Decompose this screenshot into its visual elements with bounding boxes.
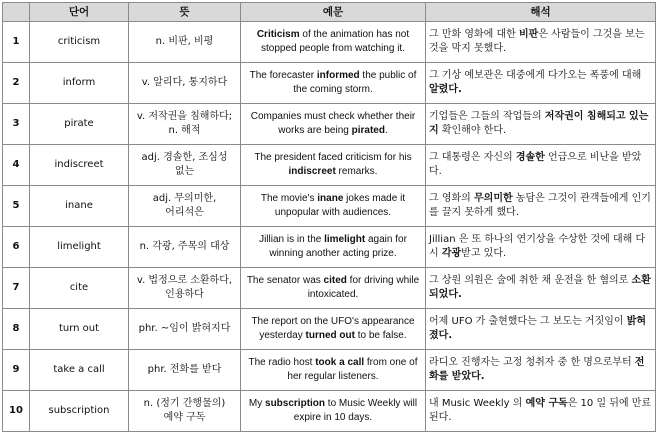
header-row [3,3,656,22]
word-meaning [129,145,241,186]
highlighted-term: subscription [265,398,326,409]
example-sentence [241,227,426,268]
row-number: 6 [3,227,30,268]
row-number: 5 [3,186,30,227]
highlighted-term: turned out [305,330,355,341]
table-row [3,350,656,391]
korean-translation [426,391,656,432]
header-meaning: 뜻 [129,3,241,22]
text-run: . [384,125,388,136]
header-number [3,3,30,22]
korean-translation [426,63,656,104]
word-meaning [129,63,241,104]
highlighted-term: limelight [324,234,366,245]
vocab-word: indiscreet [30,145,129,186]
example-sentence [241,63,426,104]
highlighted-term: 알렸다. [429,84,462,95]
table-row [3,227,656,268]
korean-translation [426,22,656,63]
text-run: The forecaster [249,70,317,81]
row-number: 7 [3,268,30,309]
korean-translation [426,227,656,268]
example-sentence [241,22,426,63]
highlighted-term: 비판 [519,29,539,40]
vocab-word: turn out [30,309,129,350]
text-run: Companies must check whether their works are being [250,111,416,136]
highlighted-term: inane [317,193,344,204]
example-sentence [241,309,426,350]
text-run: The president faced criticism for his [254,152,412,163]
table-row [3,309,656,350]
highlighted-term: indiscreet [288,166,336,177]
highlighted-term: informed [316,70,360,81]
word-meaning [129,268,241,309]
example-sentence [241,186,426,227]
text-run: The radio host [248,357,316,368]
korean-translation [426,268,656,309]
meaning-line: 예약 구독 [163,412,206,423]
row-number: 3 [3,104,30,145]
text-run: 그 영화의 [429,193,474,204]
text-run: 기업들은 그들의 작업들의 [429,111,545,122]
table-row [3,104,656,145]
table-row [3,145,656,186]
highlighted-term: 저작권이 침해되고 있는지 [429,111,649,136]
text-run: from one of her regular listeners. [287,357,418,382]
row-number: 1 [3,22,30,63]
korean-translation [426,186,656,227]
word-meaning [129,22,241,63]
word-meaning [129,104,241,145]
text-run: 은 10 일 뒤에 만료된다. [429,398,652,423]
highlighted-term: 경솔한 [515,152,545,163]
example-sentence [241,391,426,432]
meaning-line: v. 법정으로 소환하다, [136,275,233,286]
meaning-line: v. 알리다, 통지하다 [141,77,228,88]
row-number: 10 [3,391,30,432]
row-number: 9 [3,350,30,391]
vocab-word: take a call [30,350,129,391]
row-number: 8 [3,309,30,350]
row-number: 2 [3,63,30,104]
text-run: remarks. [335,166,378,177]
text-run: 은 사람들이 그것을 보는 것을 막지 못했다. [429,29,645,54]
text-run: The senator was [246,275,324,286]
meaning-line: 어리석은 [165,207,204,218]
text-run: The movie's [260,193,318,204]
vocabulary-table [2,2,656,432]
example-sentence [241,104,426,145]
vocab-word: subscription [30,391,129,432]
text-run: 라디오 진행자는 고정 청취자 중 한 명으로부터 [429,357,635,368]
word-meaning [129,350,241,391]
header-translation: 해석 [426,3,656,22]
text-run: 그 기상 예보관은 대중에게 다가오는 폭풍에 대해 [429,70,642,81]
table-row [3,22,656,63]
text-run: 언급으로 비난을 받았다. [429,152,642,177]
vocab-word: criticism [30,22,129,63]
meaning-line: phr. 전화를 받다 [147,364,222,375]
vocab-word: inane [30,186,129,227]
table-row [3,186,656,227]
table-row [3,268,656,309]
vocab-word: limelight [30,227,129,268]
highlighted-term: Criticism [256,29,300,40]
highlighted-term: pirated [351,125,385,136]
korean-translation [426,309,656,350]
word-meaning [129,391,241,432]
text-run: of the animation has not stopped people from watching it. [261,29,410,54]
meaning-line: v. 저작권을 침해하다; [136,111,233,122]
text-run: again for winning another acting prize. [269,234,407,259]
header-word: 단어 [30,3,129,22]
highlighted-term: 무의미한 [474,193,513,204]
meaning-line: adj. 무의미한, [152,193,217,204]
meaning-line: n. 해적 [168,125,201,136]
text-run: 내 Music Weekly 의 [429,398,526,409]
highlighted-term: took a call [315,357,365,368]
highlighted-term: cited [323,275,347,286]
meaning-line: phr. ~임이 밝혀지다 [138,323,231,334]
text-run: 그 대통령은 자신의 [429,152,516,163]
meaning-line: adj. 경솔한, 조심성 [141,152,228,163]
table-row [3,63,656,104]
text-run: Jillian is in the [259,234,325,245]
table-row [3,391,656,432]
header-example: 예문 [241,3,426,22]
vocab-word: pirate [30,104,129,145]
korean-translation [426,145,656,186]
text-run: 농담은 그것이 관객들에게 인기를 끌지 못하게 했다. [429,193,651,218]
korean-translation [426,350,656,391]
meaning-line: n. 비판, 비평 [155,36,214,47]
highlighted-term: 각광 [441,248,462,259]
vocab-word: inform [30,63,129,104]
meaning-line: 인용하다 [165,289,204,300]
text-run: 그 상원 의원은 술에 취한 채 운전을 한 혐의로 [429,275,632,286]
meaning-line: 없는 [174,166,195,177]
word-meaning [129,309,241,350]
text-run: the public of the coming storm. [293,70,417,95]
text-run: The report on the UFO's appearance yesterday [251,316,415,341]
text-run: to be false. [354,330,407,341]
text-run: Jillian 은 또 하나의 연기상을 수상한 것에 대해 다시 [429,234,646,259]
text-run: 받고 있다. [461,248,507,259]
text-run: 그 만화 영화에 대한 [429,29,519,40]
highlighted-term: 전화를 받았다. [429,357,645,382]
meaning-line: n. 각광, 주목의 대상 [139,241,230,252]
word-meaning [129,186,241,227]
word-meaning [129,227,241,268]
example-sentence [241,145,426,186]
text-run: to Music Weekly will expire in 10 days. [293,398,418,423]
table-header [3,3,656,22]
table-body [3,22,656,432]
text-run: 확인해야 한다. [438,125,507,136]
meaning-line: n. (정기 간행물의) [143,398,226,409]
text-run: My [248,398,266,409]
highlighted-term: 소환되었다. [429,275,651,300]
text-run: 어제 UFO 가 출현했다는 그 보도는 거짓임이 [429,316,627,327]
highlighted-term: 예약 구독 [525,398,568,409]
korean-translation [426,104,656,145]
example-sentence [241,268,426,309]
text-run: for driving while intoxicated. [307,275,420,300]
example-sentence [241,350,426,391]
vocab-word: cite [30,268,129,309]
highlighted-term: 밝혀졌다. [429,316,647,341]
text-run: jokes made it unpopular with audiences. [274,193,406,218]
row-number: 4 [3,145,30,186]
